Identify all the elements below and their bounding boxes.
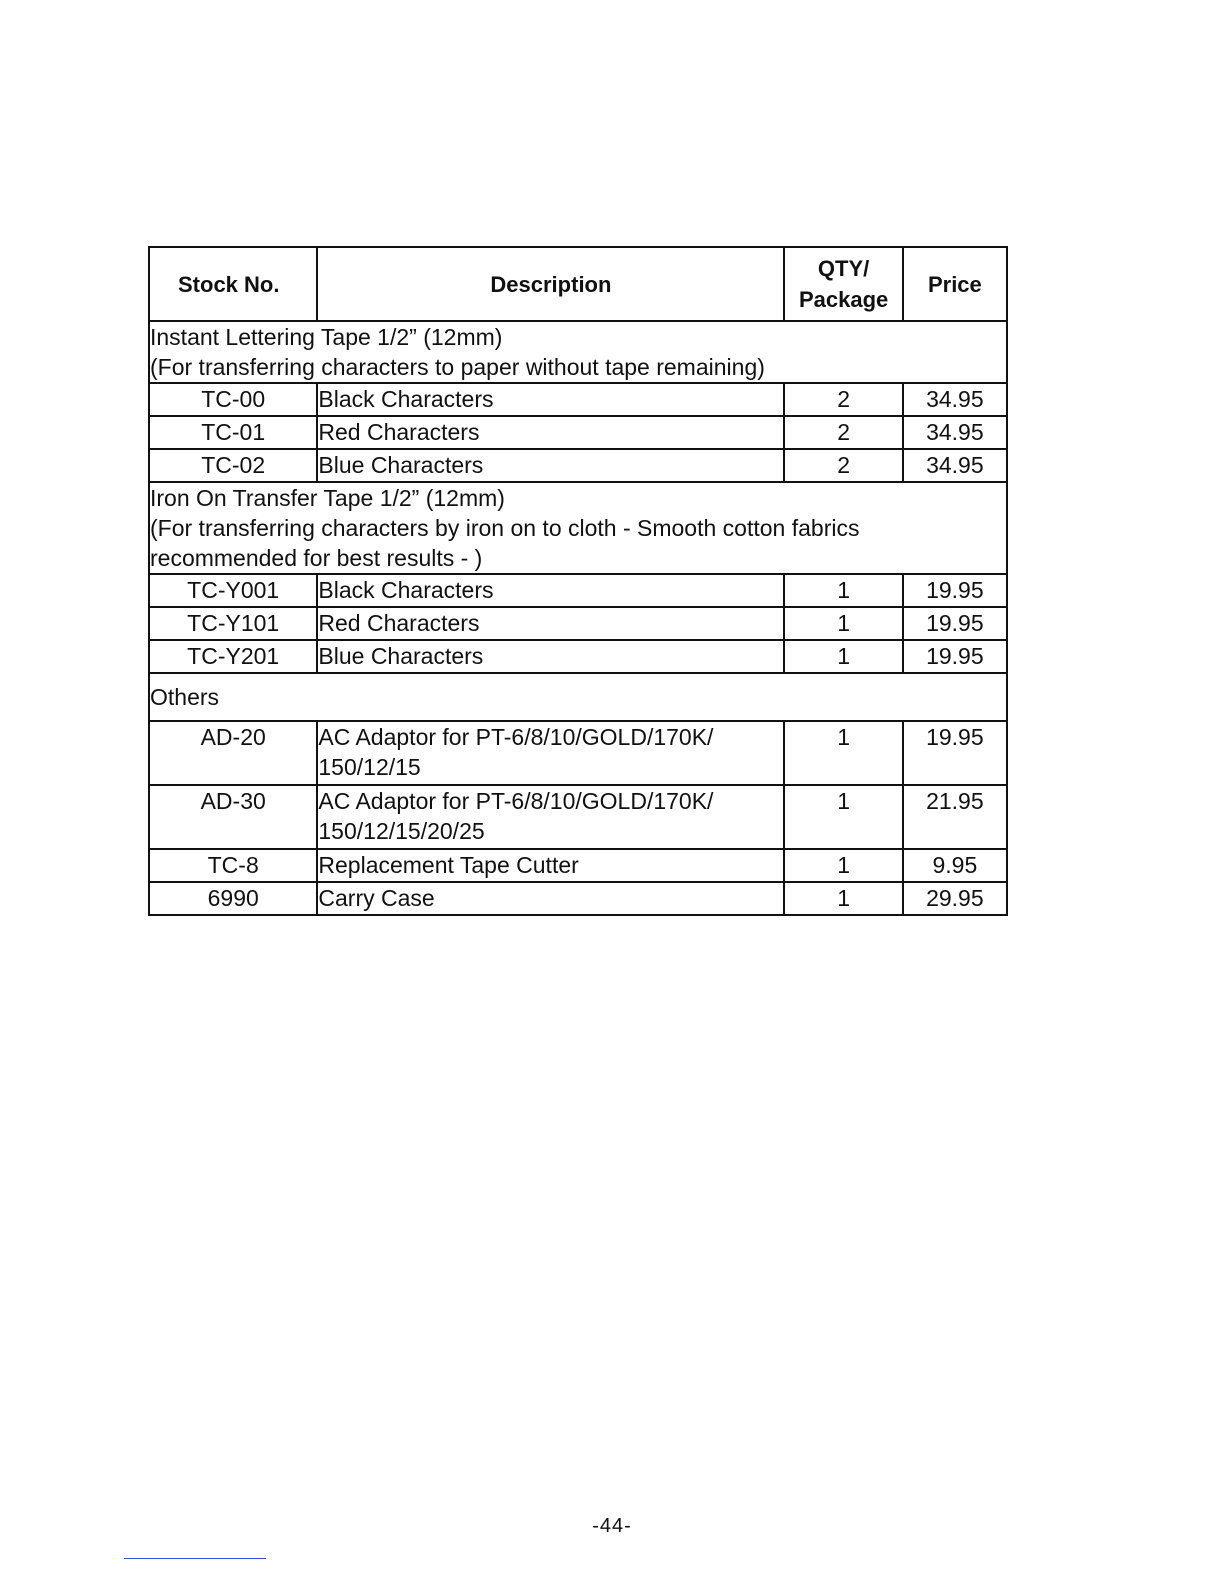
- price-cell: 19.95: [903, 721, 1007, 785]
- section-iron-on-transfer: [149, 482, 1007, 574]
- table-row: [149, 607, 1007, 640]
- description-line: 150/12/15: [318, 754, 421, 780]
- stock-no-cell: TC-Y101: [149, 607, 317, 640]
- description-cell: Carry Case: [317, 882, 784, 915]
- qty-cell: 1: [784, 607, 902, 640]
- table-row: [149, 574, 1007, 607]
- section-header-row: [149, 321, 1007, 383]
- qty-header-line1: QTY/: [817, 256, 870, 281]
- stock-no-cell: AD-20: [149, 721, 317, 785]
- qty-cell: 2: [784, 449, 902, 482]
- description-cell: Black Characters: [317, 574, 784, 607]
- section-note: (For transferring characters by iron on to cloth - Smooth cotton fabrics: [150, 515, 860, 541]
- section-title: Others: [150, 684, 220, 710]
- qty-package-header: [784, 247, 902, 321]
- description-cell: Black Characters: [317, 383, 784, 416]
- price-cell: 29.95: [903, 882, 1007, 915]
- stock-no-cell: TC-00: [149, 383, 317, 416]
- qty-cell: 2: [784, 383, 902, 416]
- description-cell: Blue Characters: [317, 449, 784, 482]
- qty-cell: 1: [784, 574, 902, 607]
- stock-no-cell: TC-8: [149, 849, 317, 882]
- description-header: Description: [317, 247, 784, 321]
- table-row: [149, 882, 1007, 915]
- corner-rule-divider: [124, 1558, 266, 1559]
- price-cell: 34.95: [903, 383, 1007, 416]
- stock-no-header: Stock No.: [149, 247, 317, 321]
- qty-cell: 1: [784, 882, 902, 915]
- price-cell: 19.95: [903, 607, 1007, 640]
- table-row: [149, 721, 1007, 785]
- price-list-table: [148, 246, 1008, 916]
- qty-header-line2: Package: [798, 287, 889, 312]
- stock-no-cell: TC-01: [149, 416, 317, 449]
- description-cell: Blue Characters: [317, 640, 784, 673]
- price-cell: 21.95: [903, 785, 1007, 849]
- description-line: AC Adaptor for PT-6/8/10/GOLD/170K/: [318, 788, 714, 814]
- section-note: (For transferring characters to paper without tape remaining): [150, 354, 765, 380]
- qty-cell: 1: [784, 640, 902, 673]
- section-note-continued: recommended for best results - ): [150, 545, 483, 571]
- section-instant-lettering: [149, 321, 1007, 383]
- description-cell: [317, 785, 784, 849]
- qty-cell: 1: [784, 785, 902, 849]
- description-cell: Replacement Tape Cutter: [317, 849, 784, 882]
- qty-cell: 1: [784, 721, 902, 785]
- price-cell: 34.95: [903, 416, 1007, 449]
- price-cell: 34.95: [903, 449, 1007, 482]
- description-cell: [317, 721, 784, 785]
- section-header-row: [149, 673, 1007, 721]
- description-cell: Red Characters: [317, 416, 784, 449]
- section-title: Iron On Transfer Tape 1/2” (12mm): [150, 485, 505, 511]
- description-line: 150/12/15/20/25: [318, 818, 485, 844]
- qty-cell: 1: [784, 849, 902, 882]
- description-cell: Red Characters: [317, 607, 784, 640]
- price-cell: 19.95: [903, 574, 1007, 607]
- table-row: [149, 640, 1007, 673]
- stock-no-cell: AD-30: [149, 785, 317, 849]
- table-row: [149, 383, 1007, 416]
- header-row: [149, 247, 1007, 321]
- price-cell: 9.95: [903, 849, 1007, 882]
- section-others: [149, 673, 1007, 721]
- table-row: [149, 849, 1007, 882]
- price-header: Price: [903, 247, 1007, 321]
- table-row: [149, 785, 1007, 849]
- stock-no-cell: TC-Y201: [149, 640, 317, 673]
- stock-no-cell: TC-02: [149, 449, 317, 482]
- section-title: Instant Lettering Tape 1/2” (12mm): [150, 324, 503, 350]
- stock-no-cell: TC-Y001: [149, 574, 317, 607]
- page-number: -44-: [592, 1515, 632, 1537]
- price-cell: 19.95: [903, 640, 1007, 673]
- section-header-row: [149, 482, 1007, 574]
- qty-cell: 2: [784, 416, 902, 449]
- stock-no-cell: 6990: [149, 882, 317, 915]
- table-row: [149, 449, 1007, 482]
- description-line: AC Adaptor for PT-6/8/10/GOLD/170K/: [318, 724, 714, 750]
- table-row: [149, 416, 1007, 449]
